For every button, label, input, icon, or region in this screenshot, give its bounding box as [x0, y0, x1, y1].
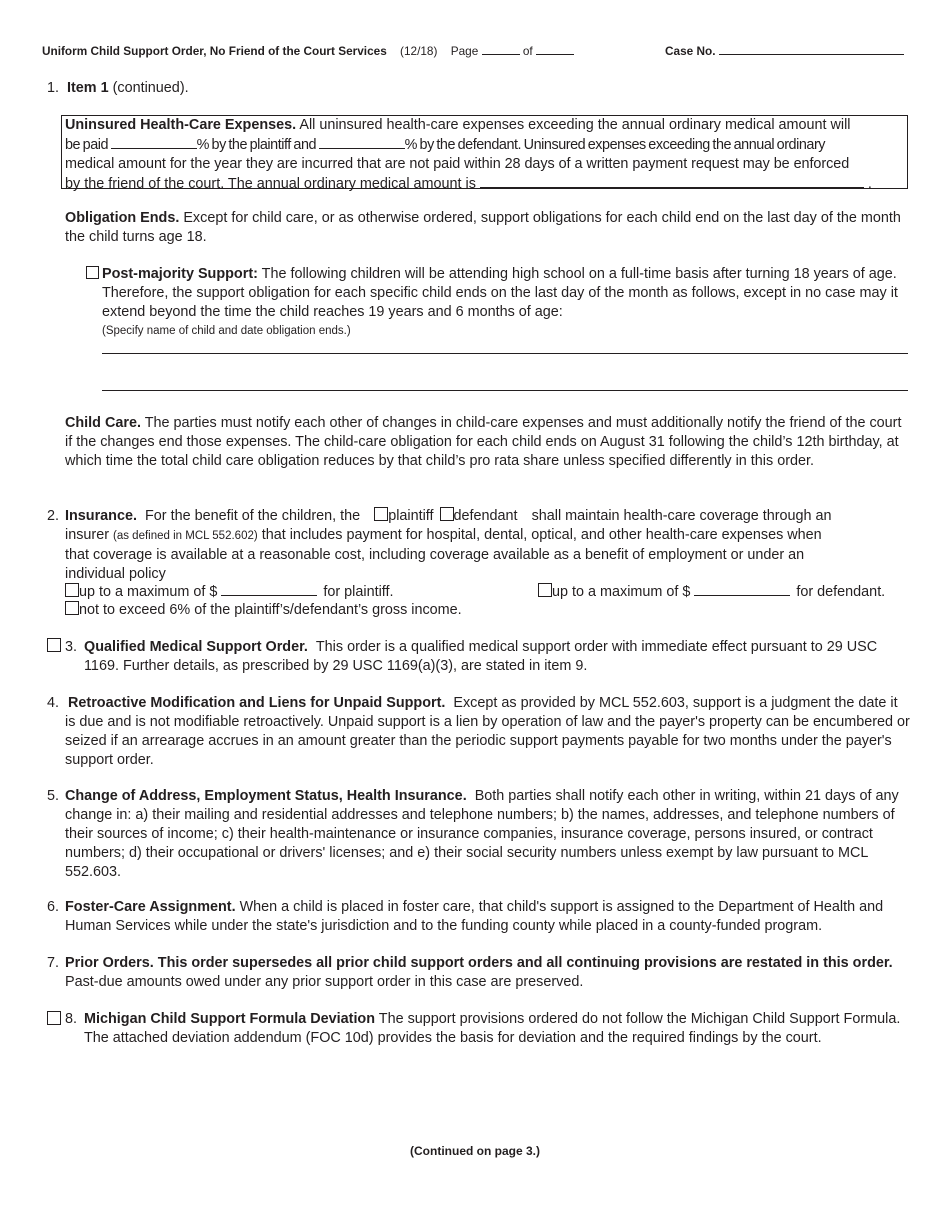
page-label: Page [450, 44, 479, 58]
child-care-text: The parties must notify each other of changes in child-care expenses and must additionally notify the friend of the court if the changes end those expenses. The child-care obligation for each child ends on August 31 following the child’s 12th birthday, at which time the total child care obligation reduces by that child’s pro rata share unless specified differently in this order. [65, 415, 902, 469]
case-number [665, 43, 904, 59]
form-title: Uniform Child Support Order, No Friend of the Court Services [42, 44, 387, 58]
defendant-percent-text: % by the defendant. Uninsured expenses exceeding the annual ordinary [404, 136, 826, 153]
defendant-checkbox[interactable] [440, 507, 454, 521]
item-2-number: 2. [47, 508, 60, 524]
defendant-max-checkbox[interactable] [538, 583, 552, 597]
post-majority-instruction: (Specify name of child and date obligation ends.) [102, 325, 351, 337]
plaintiff-percent-field[interactable] [111, 135, 197, 149]
uninsured-text: All uninsured health-care expenses exceeding the annual ordinary medical amount will [299, 117, 851, 133]
insurance-title: Insurance. [65, 508, 137, 524]
plaintiff-max-amount-field[interactable] [221, 582, 317, 596]
uninsured-expenses-box [61, 115, 908, 192]
item-5-number: 5. [47, 788, 60, 804]
insurer-text: insurer [65, 526, 109, 543]
change-of-address-title: Change of Address, Employment Status, Health Insurance. [65, 788, 467, 804]
child-care-title: Child Care. [65, 415, 141, 431]
case-no-label: Case No. [665, 44, 716, 58]
post-majority-checkbox[interactable] [86, 266, 99, 279]
plaintiff-max-option [65, 582, 394, 602]
plaintiff-max-checkbox[interactable] [65, 583, 79, 597]
plaintiff-percent-text: % by the plaintiff and [196, 136, 317, 153]
of-label: of [522, 44, 533, 58]
foster-care-title: Foster-Care Assignment. [65, 899, 236, 915]
not-exceed-checkbox[interactable] [65, 601, 79, 615]
continued-footer [0, 1142, 950, 1161]
qmso-title: Qualified Medical Support Order. [84, 639, 308, 655]
be-paid-text: be paid [65, 136, 109, 153]
formula-deviation-title: Michigan Child Support Formula Deviation [84, 1011, 376, 1027]
formula-deviation-text: The support provisions ordered do not follow the Michigan Child Support Formula. The attached deviation addendum (FOC 10d) provides the basis for deviation and the required findings by the court. [84, 1011, 901, 1046]
item-5-change-of-address [65, 787, 910, 882]
insurance-line-4: individual policy [65, 565, 166, 582]
post-majority-text: The following children will be attending high school on a full-time basis after turning 18 years of age. Therefore, the support obligation for each specific child ends on the last day of the month as follows, except in no case may it extend beyond the time the child reaches 19 years and 6 months of age: [102, 266, 898, 320]
defendant-max-amount-field[interactable] [694, 582, 790, 596]
insurance-text-after: shall maintain health-care coverage through an [531, 508, 832, 524]
item-1-heading [47, 79, 189, 98]
insurance-text-before: For the benefit of the children, the [144, 508, 361, 524]
plaintiff-label: plaintiff [388, 508, 434, 524]
ordinary-medical-amount-field[interactable] [480, 174, 864, 188]
item-continued: (continued). [112, 80, 189, 96]
item-number: 1. [47, 80, 60, 96]
item-2-insurance [65, 507, 910, 584]
for-defendant-text: for defendant. [796, 584, 886, 600]
item-8-number: 8. [65, 1011, 78, 1027]
form-date: (12/18) [400, 44, 438, 58]
insurance-line-3: that coverage is available at a reasonable cost, including coverage available as a benefit of employment or under an [65, 546, 805, 563]
post-majority-line-2[interactable] [102, 390, 908, 391]
post-majority-support [102, 265, 910, 322]
item-3-checkbox[interactable] [47, 638, 61, 652]
item-3-number: 3. [65, 639, 78, 655]
item-title: Item 1 [67, 80, 109, 96]
post-majority-title: Post-majority Support: [102, 266, 258, 282]
item-4-number: 4. [47, 695, 60, 711]
insurance-line-1 [65, 507, 910, 526]
retroactive-title: Retroactive Modification and Liens for Unpaid Support. [68, 695, 446, 711]
plaintiff-checkbox[interactable] [374, 507, 388, 521]
qmso-text: This order is a qualified medical support order with immediate effect pursuant to 29 USC 1169. Further details, as prescribed by 29 USC 1169(a)(3), are stated in item 9. [84, 639, 878, 674]
ordinary-amount-text: by the friend of the court. The annual ordinary medical amount is [65, 175, 476, 192]
item-6-number: 6. [47, 899, 60, 915]
obligation-ends [65, 209, 910, 247]
continued-text: (Continued on page 3.) [410, 1144, 540, 1158]
case-no-field[interactable] [719, 43, 904, 55]
not-exceed-option [65, 601, 462, 620]
prior-orders-text: Past-due amounts owed under any prior support order in this case are preserved. [65, 973, 584, 990]
insurance-line-2 [65, 526, 910, 546]
page-number-field[interactable] [482, 43, 520, 55]
uninsured-title: Uninsured Health-Care Expenses. [65, 117, 297, 133]
insurer-text-cont: that includes payment for hospital, dental, optical, and other health-care expenses when [261, 526, 822, 543]
defendant-percent-field[interactable] [319, 135, 405, 149]
obligation-ends-title: Obligation Ends. [65, 210, 180, 226]
item-7-number: 7. [47, 955, 60, 971]
item-4-retroactive [65, 694, 910, 770]
retroactive-text: Except as provided by MCL 552.603, support is a judgment the date it is due and is not modifiable retroactively. Unpaid support is a lien by operation of law and the payer's property can be encumbered or seized if an arrearage accrues in an amount greater than the periodic support payments payable for two months under the payer's support order. [65, 695, 910, 768]
item-8-formula-deviation [84, 1010, 910, 1048]
uninsured-line-4 [65, 174, 904, 194]
item-6-foster-care [65, 898, 910, 936]
defendant-label: defendant [453, 508, 518, 524]
post-majority-line-1[interactable] [102, 353, 908, 354]
uninsured-line-1 [65, 116, 904, 135]
obligation-ends-text: Except for child care, or as otherwise ordered, support obligations for each child end on the last day of the month the child turns age 18. [65, 210, 901, 245]
period-text: . [867, 175, 872, 192]
total-pages-field[interactable] [536, 43, 574, 55]
item-3-qmso [84, 638, 910, 676]
item-7-prior-orders [65, 954, 910, 992]
change-of-address-text: Both parties shall notify each other in writing, within 21 days of any change in: a) their mailing and residential addresses and telephone numbers; b) the names, addresses, and telephone numbers of their sources of income; c) their health-maintenance or insurance companies, insurance coverage, persons insured, or contract numbers; d) their occupational or drivers' licenses; and e) their social security numbers unless exempt by law pursuant to MCL 552.603. [65, 788, 899, 880]
item-8-checkbox[interactable] [47, 1011, 61, 1025]
mcl-reference: (as defined in MCL 552.602) [113, 529, 258, 542]
foster-care-text: When a child is placed in foster care, that child's support is assigned to the Department of Health and Human Services while under the state's jurisdiction and to the funding county while placed in a county-funded program. [65, 899, 884, 934]
defendant-max-option [538, 582, 885, 602]
uninsured-line-3: medical amount for the year they are incurred that are not paid within 28 days of a written payment request may be enforced [65, 155, 850, 172]
not-exceed-text: not to exceed 6% of the plaintiff’s/defendant’s gross income. [79, 602, 462, 618]
uninsured-line-2 [65, 135, 904, 155]
prior-orders-bold-text: his order supersedes all prior child support orders and all continuing provisions are restated in this order. [166, 955, 893, 971]
prior-orders-title: Prior Orders. T [65, 955, 167, 971]
defendant-max-text: up to a maximum of $ [552, 584, 691, 600]
plaintiff-max-text: up to a maximum of $ [79, 584, 218, 600]
child-care [65, 414, 910, 471]
for-plaintiff-text: for plaintiff. [323, 584, 394, 600]
